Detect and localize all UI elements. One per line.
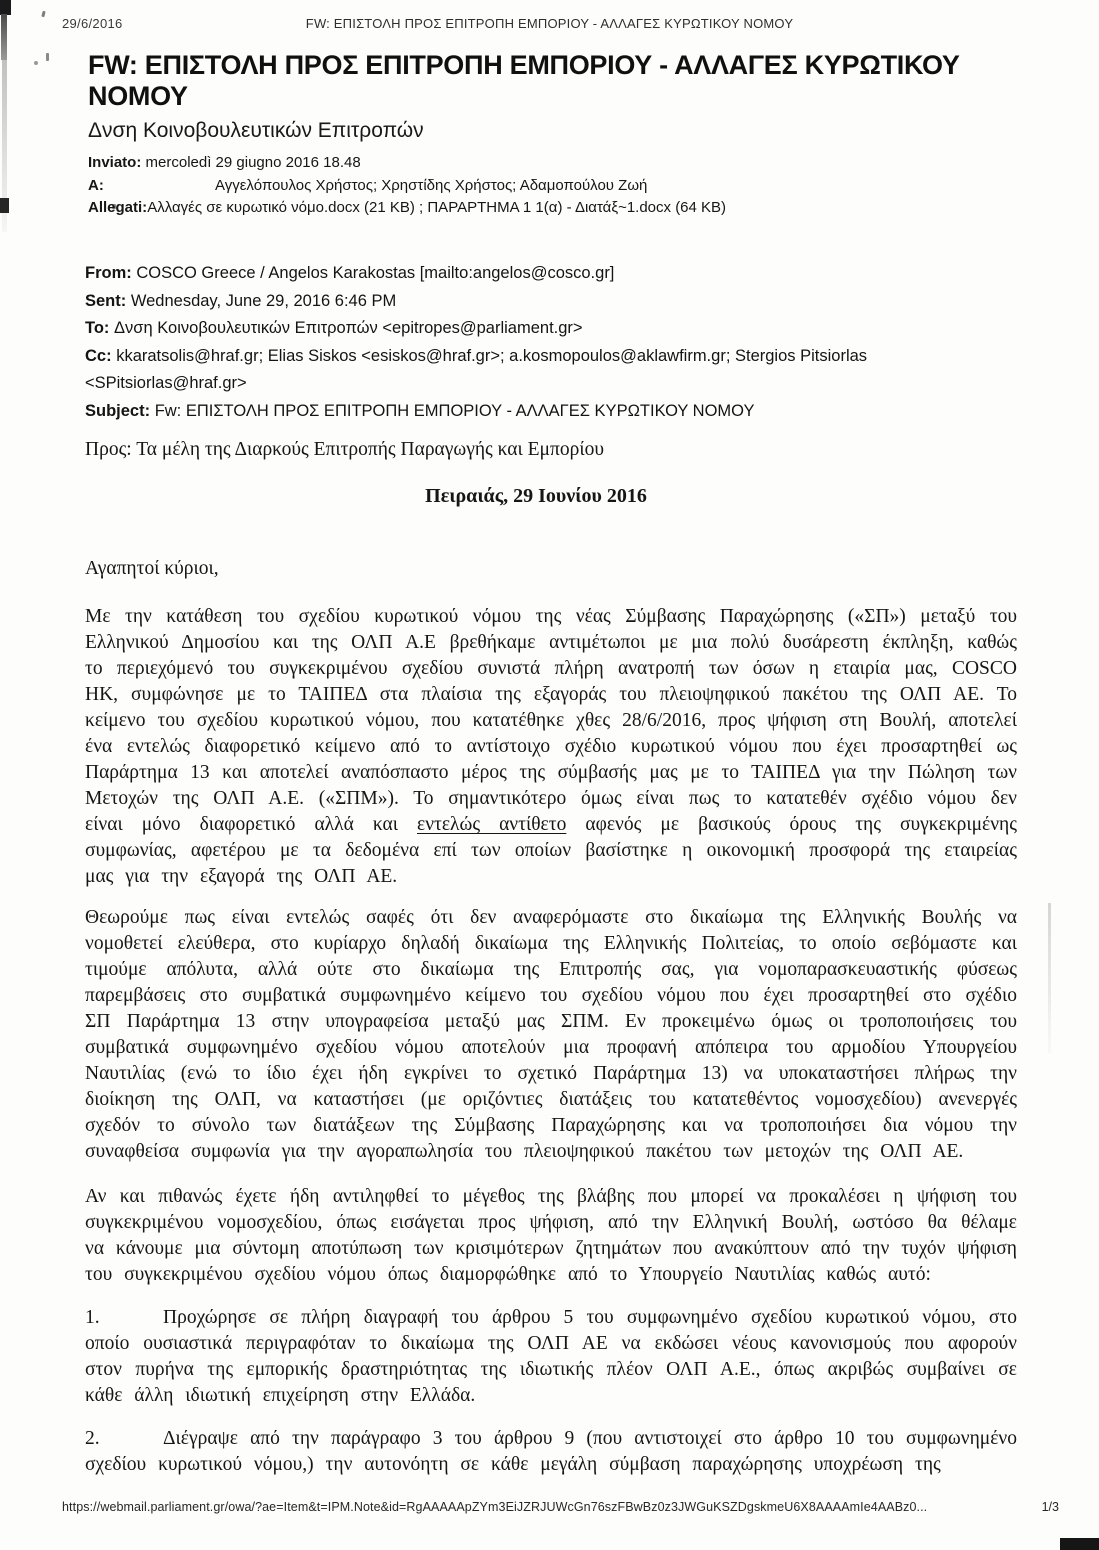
field-label-a: A: xyxy=(88,176,104,194)
field-label-inviato: Inviato: xyxy=(88,154,142,171)
field-value-to: Δνση Κοινοβουλευτικών Επιτροπών <epitropes@parliament.gr> xyxy=(114,319,583,337)
recipient-line: Προς: Τα μέλη της Διαρκούς Επιτροπής Παραγωγής και Εμπορίου xyxy=(85,439,604,460)
scan-artifact-top-left-corner xyxy=(0,0,11,15)
paragraph-1 xyxy=(85,604,1017,890)
numbered-item-1 xyxy=(85,1305,1017,1409)
numbered-item-2 xyxy=(85,1426,1017,1478)
field-label-allegati: Allegati: xyxy=(88,199,148,216)
item-1-number: 1. xyxy=(85,1307,100,1328)
email-subject-title: FW: ΕΠΙΣΤΟΛΗ ΠΡΟΣ ΕΠΙΤΡΟΠΗ ΕΜΠΟΡΙΟΥ - ΑΛΛΑΓΕΣ ΚΥΡΩΤΙΚΟΥ ΝΟΜΟΥ xyxy=(88,50,960,111)
field-label-from: From: xyxy=(85,264,132,282)
scan-artifact-left-mark xyxy=(0,198,9,213)
salutation: Αγαπητοί κύριοι, xyxy=(85,558,219,579)
email-header xyxy=(88,50,1041,220)
forwarded-sent-row xyxy=(85,288,1030,316)
field-value-sent: Wednesday, June 29, 2016 6:46 PM xyxy=(130,291,397,310)
field-value-subject: Fw: ΕΠΙΣΤΟΛΗ ΠΡΟΣ ΕΠΙΤΡΟΠΗ ΕΜΠΟΡΙΟΥ - ΑΛΛΑΓΕΣ ΚΥΡΩΤΙΚΟΥ ΝΟΜΟΥ xyxy=(154,401,755,420)
forwarded-subject-row xyxy=(85,398,1030,426)
forwarded-cc-row xyxy=(85,343,1030,398)
email-meta-to-row xyxy=(88,175,1041,198)
field-value-allegati: Αλλαγές σε κυρωτικό νόμο.docx (21 KB) ; ΠΑΡΑΡΤΗΜΑ 1 1(α) - Διατάξ~1.docx (64 KB) xyxy=(147,199,727,216)
forwarded-to-row xyxy=(85,315,1030,343)
field-label-cc: Cc: xyxy=(85,346,112,365)
item-2-number: 2. xyxy=(85,1428,100,1449)
field-value-a: Αγγελόπουλος Χρήστος; Χρηστίδης Χρήστος; Αδαμοπούλου Ζωή xyxy=(215,176,648,194)
field-label-subject: Subject: xyxy=(85,401,151,420)
email-sender: Δνση Κοινοβουλευτικών Επιτροπών xyxy=(88,119,424,142)
dateline: Πειραιάς, 29 Ιουνίου 2016 xyxy=(425,485,647,507)
field-value-from: COSCO Greece / Angelos Karakostas [mailto:angelos@cosco.gr] xyxy=(136,264,615,282)
item-1-text: Προχώρησε σε πλήρη διαγραφή του άρθρου 5 του συμφωνημένο σχεδίου κυρωτικού νόμου, στο οποίο ουσιαστικά περιγραφόταν το δικαίωμα της ΟΛΠ ΑΕ να εκδώσει νέους κανονισμούς που αφορούν στον πυρήνα της εμπορικής δραστηριότητας της ιδιωτικής πλέον ΟΛΠ Α.Ε., όπως ακριβώς συμβαίνει σε κάθε άλλη ιδιωτική επιχείρηση στην Ελλάδα. xyxy=(85,1307,1017,1406)
scan-artifact-bottom-right-corner xyxy=(1060,1538,1099,1550)
letter-body xyxy=(85,437,1017,1478)
email-meta xyxy=(88,152,1041,220)
item-2-text: Διέγραψε από την παράγραφο 3 του άρθρου 9 (που αντιστοιχεί στο άρθρο 10 του συμφωνημένο σχεδίου κυρωτικού νόμου,) την αυτονόητη σε κάθε μεγάλη σύμβαση παραχώρησης υποχρέωση της xyxy=(85,1428,1017,1475)
print-footer xyxy=(62,1500,1059,1514)
field-label-sent: Sent: xyxy=(85,291,127,310)
forwarded-from-row xyxy=(85,260,1030,288)
scan-speck xyxy=(34,61,38,65)
footer-url: https://webmail.parliament.gr/owa/?ae=Item&t=IPM.Note&id=RgAAAAApZYm3EiJZRJUWcGn76szFBwBz0z3JWGuKSZDgskmeU6X8AAAAmIe4AABz0... xyxy=(62,1500,928,1514)
print-header-date: 29/6/2016 xyxy=(62,16,123,31)
forwarded-message-header xyxy=(85,260,1030,425)
paragraph-2: Θεωρούμε πως είναι εντελώς σαφές ότι δεν αναφερόμαστε στο δικαίωμα της Ελληνικής Βουλής να νομοθετεί ελεύθερα, στο κυρίαρχο δηλαδή δικαίωμα της Ελληνικής Πολιτείας, το οποίο σεβόμαστε και τιμούμε απόλυτα, αλλά ούτε στο δικαίωμα της Επιτροπής σας, για νομοπαρασκευαστικής φύσεως παρεμβάσεις στο συμβατικά συμφωνημένο κείμενο του σχεδίου νόμου που έχει προσαρτηθεί στο σχέδιο ΣΠ Παράρτημα 13 στην υπογραφείσα μεταξύ μας ΣΠΜ. Εν προκειμένω όμως οι τροποποιήσεις του συμβατικά συμφωνημένο σχεδίου νόμου αποτελούν μια προφανή απόπειρα του αρμοδίου Υπουργείου Ναυτιλίας (ενώ το ίδιο έχει ήδη εγκρίνει το σχετικό Παράρτημα 13) να υποκαταστήσει πλήρως την διοίκηση της ΟΛΠ, να καταστήσει (με οριζόντιες διατάξεις του κατατεθέντος νομοσχεδίου) ανενεργές σχεδόν το σύνολο των διατάξεων της Σύμβασης Παραχώρησης και να τροποποιήσει δια νόμου την συναφθείσα συμφωνία για την αγοραπωλησία του πλειοψηφικού πακέτου των μετοχών της ΟΛΠ ΑΕ. xyxy=(85,907,1017,1162)
scan-speck xyxy=(46,53,49,61)
email-meta-sent-row xyxy=(88,152,1041,175)
field-label-to: To: xyxy=(85,319,110,337)
paragraph-1-text-continued: αφενός με βασικούς όρους της συγκεκριμένης συμφωνίας, αφετέρου με τα δεδομένα επί των οποίων βασίστηκε η οικονομική προσφορά της εταιρείας μας για την εξαγορά της ΟΛΠ ΑΕ. xyxy=(85,814,1017,887)
footer-page-indicator: 1/3 xyxy=(1041,1500,1059,1514)
paragraph-1-underlined-phrase: εντελώς αντίθετο xyxy=(417,814,567,835)
field-value-inviato: mercoledì 29 giugno 2016 18.48 xyxy=(145,154,361,171)
scan-artifact-right-streak xyxy=(1048,903,1051,1053)
field-value-cc: kkaratsolis@hraf.gr; Elias Siskos <esiskos@hraf.gr>; a.kosmopoulos@aklawfirm.gr; Stergios Pitsiorlas <SPitsiorlas@hraf.gr> xyxy=(85,346,868,392)
paragraph-3: Αν και πιθανώς έχετε ήδη αντιληφθεί το μέγεθος της βλάβης που μπορεί να προκαλέσει η ψήφιση του συγκεκριμένου νομοσχεδίου, όπως εισάγεται προς ψήφιση, από την Ελληνική Βουλή, ωστόσο θα θέλαμε να κάνουμε μια σύντομη αποτύπωση των κρισιμότερων ζητημάτων που ανακύπτουν από την τυχόν ψήφιση του συγκεκριμένου σχεδίου νόμου όπως διαμορφώθηκε από το Υπουργείο Ναυτιλίας καθώς αυτό: xyxy=(85,1186,1017,1285)
email-meta-attachments-row xyxy=(88,197,1041,220)
print-header-title: FW: ΕΠΙΣΤΟΛΗ ΠΡΟΣ ΕΠΙΤΡΟΠΗ ΕΜΠΟΡΙΟΥ - ΑΛΛΑΓΕΣ ΚΥΡΩΤΙΚΟΥ ΝΟΜΟΥ xyxy=(305,16,794,31)
paragraph-1-text: Με την κατάθεση του σχεδίου κυρωτικού νόμου της νέας Σύμβασης Παραχώρησης («ΣΠ») μεταξύ του Ελληνικού Δημοσίου και της ΟΛΠ Α.Ε βρεθήκαμε αντιμέτωποι με μια πολύ δυσάρεστη έκπληξη, καθώς το περιεχόμενό του συγκεκριμένου σχεδίου συνιστά πλήρη ανατροπή των όσων η εταιρία μας, COSCO HK, συμφώνησε με το ΤΑΙΠΕΔ στα πλαίσια της εξαγοράς του πλειοψηφικού πακέτου της ΟΛΠ ΑΕ. Το κείμενο του σχεδίου κυρωτικού νόμου, που κατατέθηκε χθες 28/6/2016, προς ψήφιση στη Βουλή, αποτελεί ένα εντελώς διαφορετικό κείμενο από το αντίστοιχο σχέδιο κυρωτικού νόμου που έχει προσαρτηθεί ως Παράρτημα 13 και αποτελεί αναπόσπαστο μέρος της σύμβασής μας με το ΤΑΙΠΕΔ για την Πώληση των Μετοχών της ΟΛΠ Α.Ε. («ΣΠΜ»). Το σημαντικότερο όμως είναι πως το κατατεθέν σχέδιο νόμου δεν είναι μόνο διαφορετικό αλλά και xyxy=(85,606,1017,835)
